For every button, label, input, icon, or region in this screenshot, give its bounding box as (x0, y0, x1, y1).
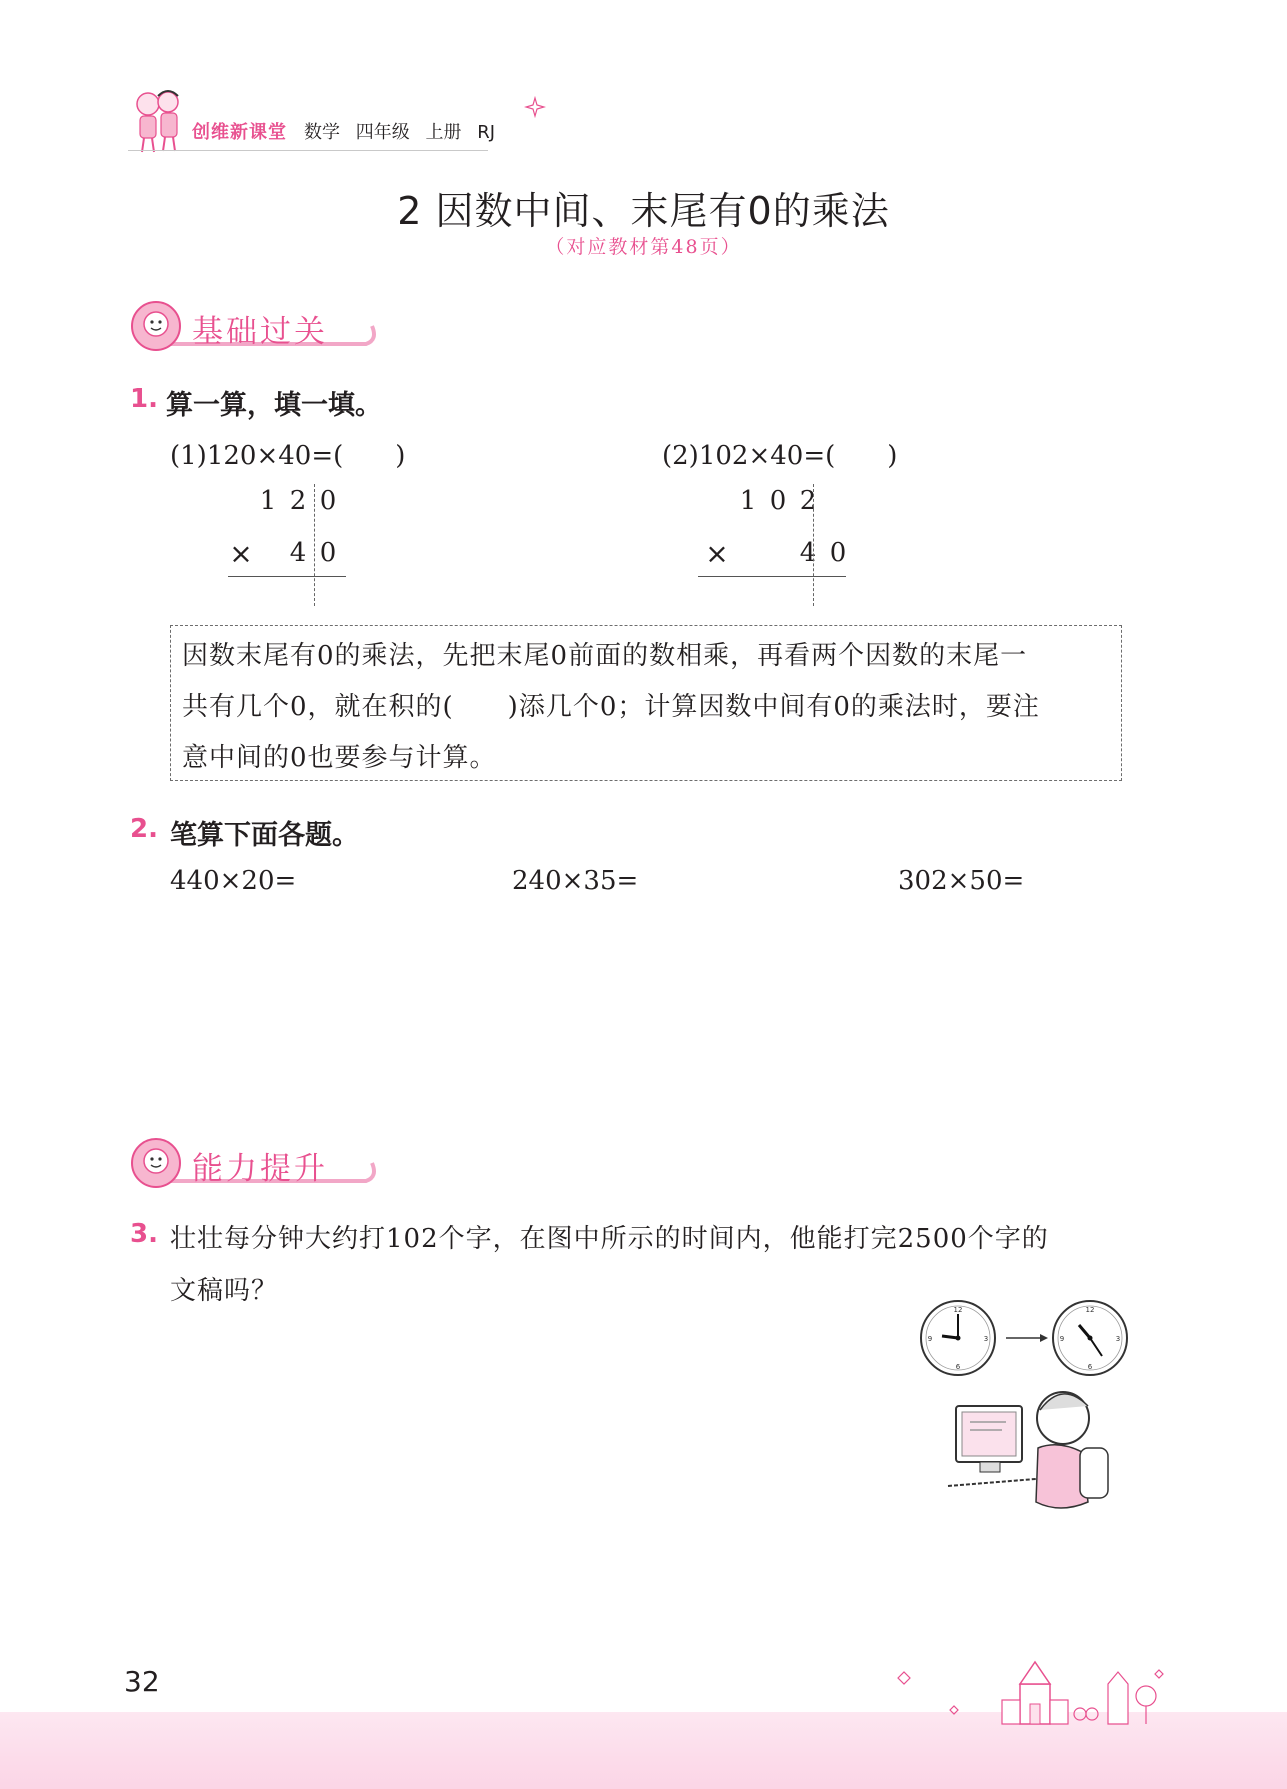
page-number: 32 (124, 1665, 160, 1698)
tip-line-2: 共有几个0，就在积的( )添几个0；计算因数中间有0的乘法时，要注 (182, 692, 1040, 722)
sparkle-icon (524, 96, 546, 118)
section-banner-basic (128, 300, 378, 352)
question-text: 算一算，填一填。 (166, 390, 382, 421)
child-at-computer-icon (948, 1392, 1108, 1508)
svg-text:6: 6 (1087, 1363, 1093, 1371)
section-banner-ability (128, 1137, 378, 1189)
tip-line-3: 意中间的0也要参与计算。 (182, 743, 497, 773)
svg-text:12: 12 (953, 1306, 963, 1314)
section-title-basic: 基础过关 (192, 314, 328, 350)
digit: 1 (259, 486, 277, 516)
clock-typing-illustration (918, 1298, 1136, 1534)
brand-kids-icon (128, 88, 188, 154)
lesson-title: 2 因数中间、末尾有0的乘法 (397, 189, 890, 233)
digit: 0 (319, 538, 337, 568)
svg-text:12: 12 (1085, 1306, 1095, 1314)
digit: 2 (289, 486, 307, 516)
calc-expression-1: (1)120×40=( ) (170, 441, 406, 471)
grade-label: 四年级 (355, 122, 410, 143)
digit: 2 (799, 486, 817, 516)
zero-split-line (813, 484, 814, 606)
question-number: 3. (130, 1219, 158, 1249)
arrow-icon (1006, 1334, 1048, 1342)
digit: 0 (319, 486, 337, 516)
zero-split-line (314, 484, 315, 606)
edition-label: RJ (477, 122, 496, 143)
book-info (304, 118, 505, 144)
digit: 0 (829, 538, 847, 568)
svg-text:6: 6 (955, 1363, 961, 1371)
vertical-calc-2 (696, 480, 856, 610)
exercise-item: 302×50= (898, 866, 1025, 896)
multiply-sign: × (229, 537, 253, 570)
header-divider (128, 150, 488, 151)
digit: 0 (769, 486, 787, 516)
textbook-reference: （对应教材第48页） (545, 236, 742, 258)
svg-text:9: 9 (1059, 1335, 1065, 1343)
digit: 1 (739, 486, 757, 516)
svg-text:3: 3 (1115, 1335, 1121, 1343)
question-text-line-1: 壮壮每分钟大约打102个字，在图中所示的时间内，他能打完2500个字的 (170, 1224, 1049, 1254)
svg-text:3: 3 (983, 1335, 989, 1343)
castle-decoration-icon (880, 1650, 1170, 1730)
exercise-item: 240×35= (512, 866, 639, 896)
question-number: 2. (130, 814, 158, 844)
calc-rule (228, 576, 346, 577)
calc-expression-2: (2)102×40=( ) (662, 441, 898, 471)
brand-name: 创维新课堂 (192, 122, 287, 143)
question-text-line-2: 文稿吗？ (170, 1276, 279, 1306)
vertical-calc-1 (226, 480, 356, 610)
subject-label: 数学 (304, 122, 340, 143)
svg-text:9: 9 (927, 1335, 933, 1343)
question-text: 笔算下面各题。 (170, 820, 359, 851)
section-title-ability: 能力提升 (192, 1151, 328, 1187)
volume-label: 上册 (425, 122, 462, 143)
question-number: 1. (130, 384, 158, 414)
calc-rule (698, 576, 846, 577)
tip-line-1: 因数末尾有0的乘法，先把末尾0前面的数相乘，再看两个因数的末尾一 (182, 641, 1028, 671)
start-clock-icon (921, 1301, 995, 1375)
end-clock-icon (1053, 1301, 1127, 1375)
digit: 4 (289, 538, 307, 568)
digit: 4 (799, 538, 817, 568)
multiply-sign: × (705, 537, 729, 570)
exercise-item: 440×20= (170, 866, 297, 896)
